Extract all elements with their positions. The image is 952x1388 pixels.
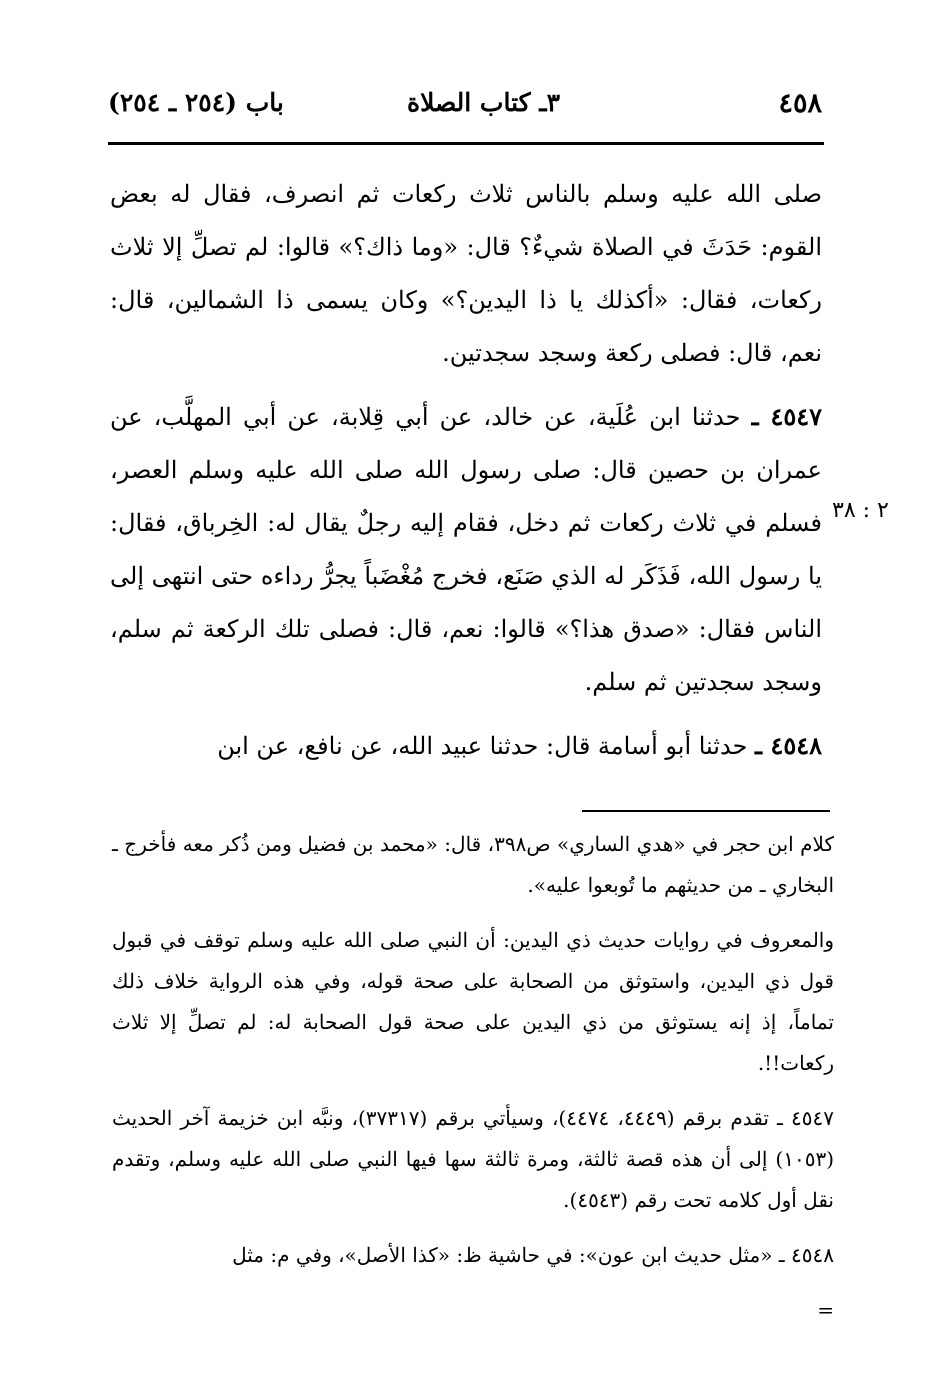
footnote-continuation-mark: = [817,1298,834,1322]
hadith-text: حدثنا ابن عُلَية، عن خالد، عن أبي قِلابة، عن أبي المهلَّب، عن عمران بن حصين قال: صلى رسول الله صلى الله عليه وسلم العصر، فسلم في ثلاث ركعات ثم دخل، فقام إليه رجلٌ يقال له: الخِرباق، فقال: يا رسول الله، فَذَكَر له الذي صَنَع، فخرج مُغْضَباً يجرُّ رداءه حتى انتهى إلى الناس فقال: «صدق هذا؟» قالوا: نعم، قال: فصلى تلك الركعة ثم سلم، وسجد سجدتين ثم سلم. [110,403,822,696]
footnote-1: كلام ابن حجر في «هدي الساري» ص٣٩٨، قال: «محمد بن فضيل ومن ذُكر معه فأخرج ـ البخاري ـ من حديثهم ما تُوبعوا عليه». [112,832,835,897]
page-number: ٤٥٨ [778,88,822,119]
chapter-reference: باب (٢٥٤ ـ ٢٥٤) [108,88,284,117]
footnote-2: والمعروف في روايات حديث ذي اليدين: أن النبي صلى الله عليه وسلم توقف في قبول قول ذي اليدين، واستوثق من الصحابة على صحة قوله، وفي هذه الرواية خلاف ذلك تماماً، إذ إنه يستوثق من ذي اليدين على صحة قول الصحابة له: لم تصلِّ إلا ثلاث ركعات!!. [112,928,834,1075]
hadith-text: حدثنا أبو أسامة قال: حدثنا عبيد الله، عن نافع، عن ابن [217,732,748,760]
hadith-4548 [110,719,822,773]
paragraph-continuation: صلى الله عليه وسلم بالناس ثلاث ركعات ثم انصرف، فقال له بعض القوم: حَدَثَ في الصلاة شيءٌ؟ قال: «وما ذاك؟» قالوا: لم تصلِّ إلا ثلاث ركعات، فقال: «أكذلك يا ذا اليدين؟» وكان يسمى ذا الشمالين، قال: نعم، قال: فصلى ركعة وسجد سجدتين. [110,180,822,367]
footnote-4547: ٤٥٤٧ ـ تقدم برقم (٤٤٤٩، ٤٤٧٤)، وسيأتي برقم (٣٧٣١٧)، ونبَّه ابن خزيمة آخر الحديث (١٠٥٣) إلى أن هذه قصة ثالثة، ومرة ثالثة سها فيها النبي صلى الله عليه وسلم، وتقدم نقل أول كلامه تحت رقم (٤٥٤٣). [112,1106,835,1212]
page-header [108,84,822,124]
footnote-4548: ٤٥٤٨ ـ «مثل حديث ابن عون»: في حاشية ظ: «كذا الأصل»، وفي م: مثل [232,1243,834,1267]
main-text [110,168,822,773]
header-rule [108,142,824,145]
hadith-number: ٤٥٤٨ ـ [755,731,822,760]
footnotes [112,824,834,1331]
hadith-number: ٤٥٤٧ ـ [751,402,823,431]
hadith-4547 [110,390,822,709]
footnote-rule [582,810,830,812]
book-title: ٣ـ كتاب الصلاة [406,88,560,117]
margin-reference: ٢ : ٣٨ [832,498,889,523]
